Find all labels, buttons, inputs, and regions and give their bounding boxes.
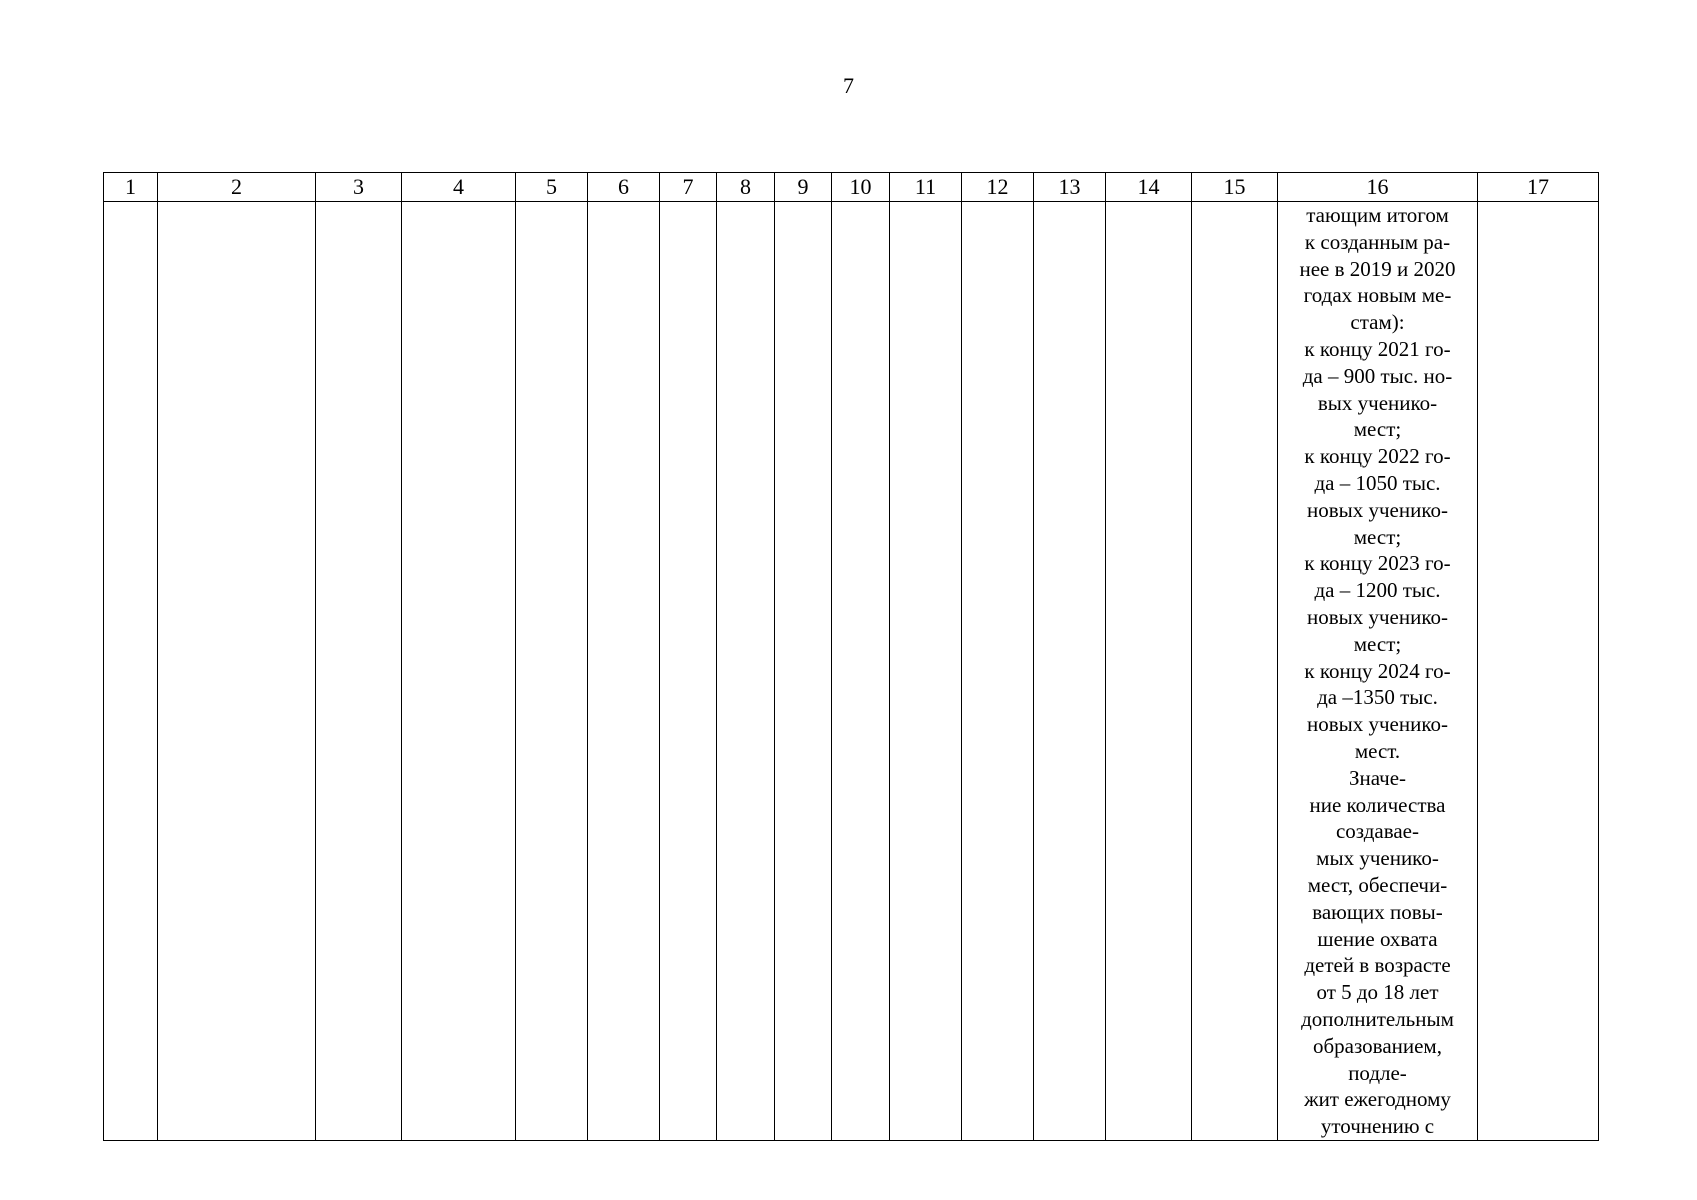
cell-text-line: дополнительным [1301, 1006, 1454, 1031]
cell-text-line: создавае- [1335, 819, 1419, 844]
cell-text-line: тающим итогом [1306, 203, 1449, 227]
cell-text-line: от 5 до 18 лет [1316, 980, 1439, 1005]
column-header-11: 11 [890, 173, 962, 202]
cell-text-line: детей в возрасте [1304, 953, 1451, 978]
table-cell-col-4 [402, 202, 516, 1141]
column-header-3: 3 [316, 173, 402, 202]
table-row [104, 202, 1599, 1141]
table-cell-col-12 [962, 202, 1034, 1141]
table-cell-col-6 [588, 202, 660, 1141]
cell-text-line: мест; [1353, 417, 1402, 442]
column-header-10: 10 [832, 173, 890, 202]
cell-text-line: ние количества [1309, 792, 1446, 817]
cell-text-line: мест; [1353, 524, 1402, 549]
table-cell-col-8 [717, 202, 775, 1141]
table-cell-col-1 [104, 202, 158, 1141]
cell-text-line: мест, обеспечи- [1307, 872, 1448, 897]
cell-text-line: да – 1050 тыс. [1314, 470, 1441, 495]
table-cell-col-16 [1278, 202, 1478, 1141]
cell-text-line: вающих повы- [1312, 899, 1443, 924]
cell-text-line: образованием, [1313, 1033, 1442, 1058]
table-cell-col-3 [316, 202, 402, 1141]
column-header-14: 14 [1106, 173, 1192, 202]
cell-text-line: шение охвата [1317, 926, 1438, 951]
cell-text-line: да – 900 тыс. но- [1302, 363, 1453, 388]
table-cell-col-2 [158, 202, 316, 1141]
table-cell-col-11 [890, 202, 962, 1141]
cell-text-line: новых ученико- [1306, 497, 1448, 522]
cell-text-line: жит ежегодному [1304, 1087, 1451, 1112]
column-header-7: 7 [660, 173, 717, 202]
cell-text-line: новых ученико- [1306, 712, 1448, 737]
column-header-6: 6 [588, 173, 660, 202]
table-cell-col-5 [516, 202, 588, 1141]
column-header-16: 16 [1278, 173, 1478, 202]
column-header-2: 2 [158, 173, 316, 202]
cell-text-line: к концу 2024 го- [1304, 658, 1451, 683]
cell-text-line: Значе- [1348, 765, 1407, 790]
table-cell-col-10 [832, 202, 890, 1141]
cell-text-line: к концу 2021 го- [1304, 336, 1451, 361]
column-header-5: 5 [516, 173, 588, 202]
cell-text-line: уточнению с [1320, 1114, 1435, 1139]
column-header-12: 12 [962, 173, 1034, 202]
column-header-9: 9 [775, 173, 832, 202]
column-header-17: 17 [1478, 173, 1599, 202]
column-header-1: 1 [104, 173, 158, 202]
cell-text-line: нее в 2019 и 2020 [1299, 256, 1456, 281]
cell-text-line: да – 1200 тыс. [1314, 578, 1441, 603]
cell-text-line: подле- [1348, 1060, 1407, 1085]
cell-text-line: мест; [1353, 631, 1402, 656]
cell-text-line: новых ученико- [1306, 604, 1448, 629]
cell-text-line: да –1350 тыс. [1317, 685, 1438, 710]
cell-text-line: вых ученико- [1317, 390, 1438, 415]
table-cell-col-14 [1106, 202, 1192, 1141]
cell-text-line: мест. [1354, 738, 1401, 763]
table-cell-col-15 [1192, 202, 1278, 1141]
column-header-15: 15 [1192, 173, 1278, 202]
page-number: 7 [843, 73, 854, 98]
cell-text-line: к концу 2023 го- [1304, 551, 1451, 576]
table-cell-col-9 [775, 202, 832, 1141]
column-header-13: 13 [1034, 173, 1106, 202]
table-cell-col-13 [1034, 202, 1106, 1141]
table-cell-col-7 [660, 202, 717, 1141]
column-header-4: 4 [402, 173, 516, 202]
cell-text-line: к концу 2022 го- [1304, 444, 1451, 469]
column-header-8: 8 [717, 173, 775, 202]
cell-text-line: стам): [1350, 310, 1405, 335]
table-cell-col-17 [1478, 202, 1599, 1141]
cell-text-line: к созданным ра- [1304, 229, 1451, 254]
cell-text-line: мых ученико- [1316, 846, 1439, 871]
data-table [103, 172, 1599, 1141]
cell-text-line: годах новым ме- [1303, 283, 1452, 308]
header-row [104, 173, 1599, 202]
